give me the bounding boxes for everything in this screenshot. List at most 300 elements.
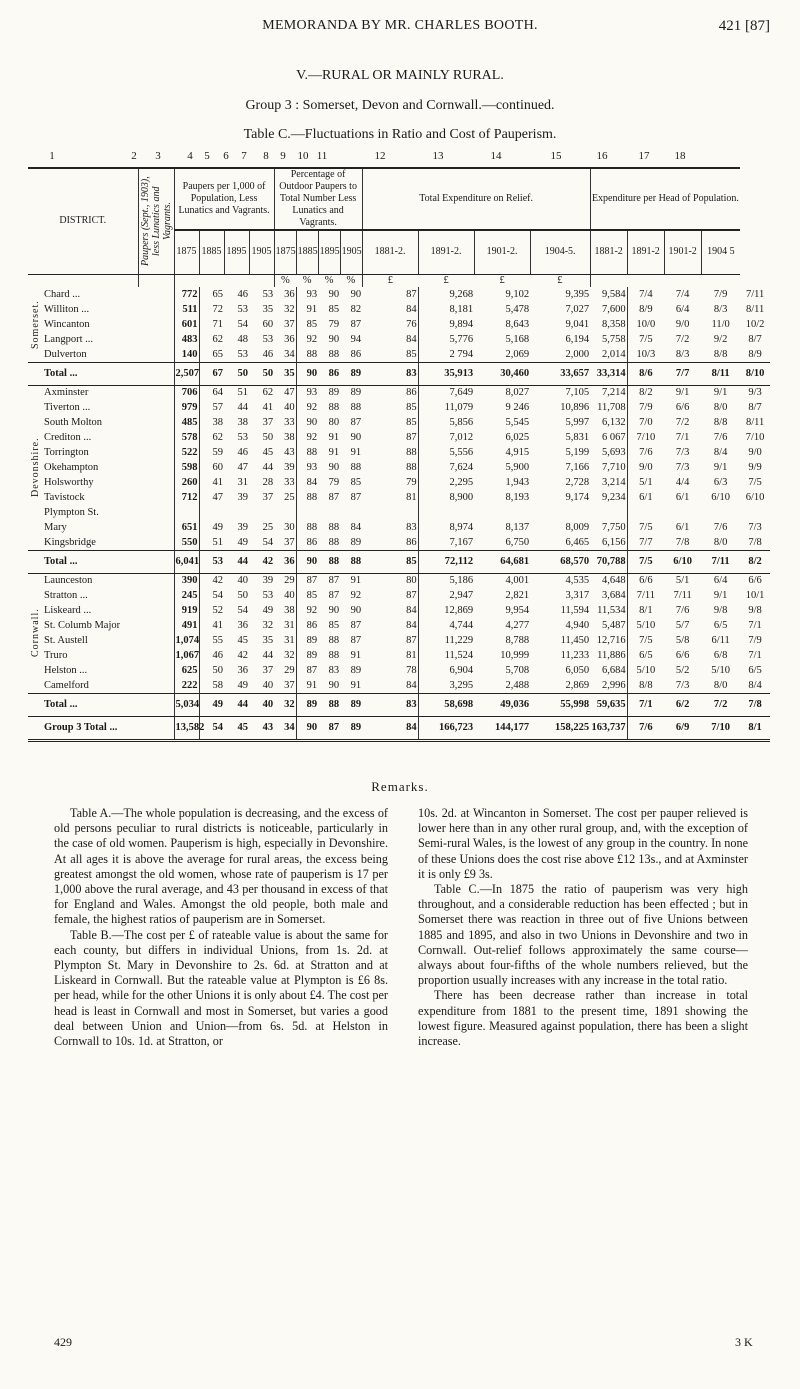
cell: 32 — [284, 650, 295, 661]
cell: 90 — [296, 550, 318, 573]
cell: 7/9 — [748, 635, 762, 646]
cell: 88 — [350, 462, 362, 473]
cell: 6/6 — [675, 650, 690, 661]
county-label: Somerset. — [30, 300, 41, 349]
cell: 87 — [296, 573, 318, 588]
cell: 83 — [328, 665, 340, 676]
cell: 91 — [328, 447, 340, 458]
cell: 7,710 — [602, 462, 626, 473]
cell: 39 — [237, 522, 249, 533]
cell: 78 — [406, 665, 417, 676]
cell: 8/3 — [675, 348, 690, 360]
district-name: Dulverton — [44, 348, 87, 360]
cell: 6/5 — [713, 620, 728, 631]
county-label: Devonshire. — [30, 437, 41, 498]
cell: 11,594 — [560, 605, 590, 616]
cell: 5,776 — [418, 332, 474, 347]
cell: 2,947 — [418, 588, 474, 603]
cell: 5/8 — [675, 635, 690, 646]
cell: 9/1 — [713, 590, 728, 601]
cell: 7/3 — [675, 447, 690, 458]
cell: 7/11 — [701, 550, 740, 573]
cell: 58 — [199, 678, 224, 693]
cell: 598 — [174, 460, 199, 475]
cell: 7/10 — [701, 716, 740, 740]
cell: 6/3 — [713, 477, 728, 488]
unit-cell: £ — [362, 274, 418, 287]
cell: 6/11 — [711, 635, 730, 646]
cell: 81 — [406, 492, 417, 503]
total-row — [28, 362, 770, 385]
district-name: Okehampton — [44, 462, 99, 473]
cell: 9,174 — [565, 492, 590, 503]
cell: 9/0 — [675, 319, 690, 330]
cell: 92 — [296, 603, 318, 618]
district-name: St. Columb Major — [44, 620, 121, 631]
cell: 9/3 — [748, 387, 762, 399]
district-name: Plympton St. — [44, 507, 99, 518]
cell: 6/2 — [664, 693, 701, 716]
cell: 41 — [262, 402, 274, 413]
cell: 85 — [296, 317, 318, 332]
cell: 89 — [350, 387, 362, 399]
cell: 5,856 — [418, 415, 474, 430]
cell — [340, 505, 362, 520]
total-row — [28, 716, 770, 740]
cell: 7/10 — [745, 432, 765, 443]
district-name: Axminster — [44, 387, 89, 399]
table-row — [28, 287, 770, 302]
cell: 54 — [237, 605, 249, 616]
cell: 88 — [318, 550, 340, 573]
cell: 88 — [296, 520, 318, 535]
cell: 90 — [350, 432, 362, 443]
cell: 9,234 — [602, 492, 626, 503]
column-number: 15 — [550, 150, 562, 162]
cell: 88 — [318, 693, 340, 716]
cell: 9/8 — [713, 605, 728, 616]
cell: 31 — [284, 635, 295, 646]
cell: 2,295 — [418, 475, 474, 490]
unit-cell: £ — [499, 275, 505, 287]
cell: 88 — [328, 402, 340, 413]
cell: 8/4 — [748, 679, 762, 691]
cell: 10/2 — [745, 319, 765, 330]
cell: 8/3 — [713, 304, 728, 315]
cell: 87 — [328, 590, 340, 601]
cell: 84 — [362, 716, 418, 740]
cell: 6/6 — [748, 575, 762, 587]
column-number: 3 — [155, 150, 161, 162]
cell: 1,067 — [175, 650, 200, 661]
cell: 40 — [284, 590, 295, 601]
district-name: Liskeard ... — [44, 605, 92, 616]
cell: 93 — [296, 460, 318, 475]
cell: 79 — [328, 319, 340, 330]
cell: 91 — [296, 302, 318, 317]
table-row — [28, 505, 770, 520]
cell: 6/5 — [627, 648, 664, 663]
cell: 25 — [284, 492, 295, 503]
cell: 8,358 — [602, 319, 626, 330]
cell: 5,831 — [565, 432, 590, 443]
section-title: V.—RURAL OR MAINLY RURAL. — [296, 68, 504, 83]
cell: 91 — [350, 679, 362, 691]
cell: 11,534 — [597, 605, 626, 616]
cell: 6/4 — [675, 304, 690, 315]
cell: 222 — [174, 678, 199, 693]
cell: 54 — [199, 716, 224, 740]
cell: 87 — [350, 635, 362, 646]
cell: 47 — [199, 490, 224, 505]
column-number: 2 — [131, 150, 137, 162]
year-heading: 1901-2 — [664, 230, 701, 274]
cell: 91 — [296, 678, 318, 693]
cell: 10/3 — [627, 347, 664, 362]
cell: 7/2 — [675, 417, 690, 428]
cell: 7,027 — [565, 304, 590, 315]
cell: 8,643 — [505, 319, 530, 330]
unit-cell — [224, 274, 249, 287]
cell: 88 — [328, 348, 340, 360]
cell: 7/7 — [664, 362, 701, 385]
cell: 9,041 — [565, 319, 590, 330]
district-name: Group 3 Total ... — [40, 716, 174, 740]
cell: 83 — [406, 522, 417, 533]
cell: 82 — [350, 304, 362, 315]
cell: 8/9 — [627, 302, 664, 317]
cell: 79 — [406, 477, 417, 488]
cell: 8,009 — [565, 522, 590, 533]
cell — [740, 505, 770, 520]
cell: 85 — [406, 417, 417, 428]
cell: 34 — [274, 716, 296, 740]
cell: 578 — [174, 430, 199, 445]
cell — [249, 505, 274, 520]
cell: 9,102 — [505, 289, 530, 300]
table-row — [28, 573, 770, 588]
cell: 166,723 — [418, 716, 474, 740]
cell: 6/10 — [745, 492, 765, 503]
cell: 89 — [340, 693, 362, 716]
cell: 4,535 — [565, 575, 590, 587]
unit-cell: £ — [557, 275, 563, 287]
cell: 39 — [284, 462, 295, 473]
cell: 2,996 — [602, 679, 626, 691]
cell: 88 — [350, 402, 362, 413]
cell: 53 — [237, 304, 249, 315]
cell: 7/1 — [748, 620, 762, 631]
table-row — [28, 678, 770, 693]
cell: 8/11 — [745, 304, 765, 315]
cell: 37 — [284, 536, 295, 548]
cell: 36 — [284, 334, 295, 345]
cell: 7,649 — [418, 385, 474, 400]
cell: 90 — [296, 362, 318, 385]
cell: 9/1 — [713, 387, 728, 399]
cell: 485 — [174, 415, 199, 430]
cell: 86 — [406, 387, 417, 399]
cell: 9/1 — [713, 462, 728, 473]
cell: 46 — [237, 289, 249, 300]
cell: 7/11 — [745, 289, 765, 300]
cell: 88 — [406, 447, 417, 458]
total-exp-heading: Total Expenditure on Relief. — [362, 168, 590, 230]
cell: 88 — [340, 550, 362, 573]
cell: 88 — [328, 522, 340, 533]
cell: 2,821 — [505, 590, 530, 601]
table-row — [28, 618, 770, 633]
cell: 12,869 — [418, 603, 474, 618]
cell: 72 — [199, 302, 224, 317]
cell: 90 — [350, 605, 362, 616]
district-name: Torrington — [44, 447, 89, 458]
cell: 34 — [284, 348, 295, 360]
cell: 88 — [328, 536, 340, 548]
district-name: Camelford — [44, 679, 89, 691]
unit-cell — [664, 274, 701, 287]
cell: 2,507 — [174, 362, 199, 385]
cell: 90 — [328, 289, 340, 300]
cell: 9/0 — [627, 460, 664, 475]
cell: 87 — [406, 590, 417, 601]
cell — [474, 505, 530, 520]
county-gutter — [28, 693, 40, 716]
cell: 5,168 — [505, 334, 530, 345]
cell: 491 — [174, 618, 199, 633]
cell: 8/0 — [713, 536, 728, 548]
cell: 8/9 — [748, 348, 762, 360]
cell: 53 — [262, 590, 274, 601]
cell: 87 — [328, 575, 340, 587]
cell: 601 — [174, 317, 199, 332]
cell: 93 — [296, 287, 318, 302]
column-number: 10 — [297, 150, 309, 162]
cell: 39 — [237, 492, 249, 503]
unit-cell: £ — [443, 275, 449, 287]
cell: 6,750 — [505, 536, 530, 548]
district-name: Total ... — [40, 550, 174, 573]
table-row — [28, 430, 770, 445]
year-heading: 1905 — [340, 230, 362, 274]
cell — [701, 505, 740, 520]
cell: 45 — [262, 447, 274, 458]
table-row — [28, 535, 770, 550]
cell: 7/9 — [627, 400, 664, 415]
cell: 32 — [262, 620, 274, 631]
cell: 36 — [274, 550, 296, 573]
cell: 10/0 — [627, 317, 664, 332]
cell: 46 — [199, 648, 224, 663]
unit-cell — [138, 274, 174, 287]
cell: 6,194 — [565, 334, 590, 345]
remarks-paragraph: Table B.—The cost per £ of rateable value is about the same for each county, but differs in individual Unions, from 1s. 2d. at Plympton St. Mary in Devonshire to 2s. 6d. at Stratton and at Liskeard in Cornwall. But the rateable value at Plympton is £6 8s. per head, while for the other Unions it is only about £4. The cost per head is least in Cornwall and most in Somerset, but varies a good deal between Union and Union—from 6s. 5d. at Helston in Cornwall to 10s. 1d. at Stratton, or — [54, 927, 388, 1049]
column-number: 8 — [263, 150, 269, 162]
cell: 86 — [406, 536, 417, 548]
cell: 90 — [296, 415, 318, 430]
cell: 84 — [406, 605, 417, 616]
cell: 6/1 — [627, 490, 664, 505]
cell: 37 — [284, 319, 295, 330]
district-name: Chard ... — [44, 289, 81, 300]
cell: 7/8 — [675, 536, 690, 548]
cell: 8,193 — [505, 492, 530, 503]
cell: 80 — [406, 575, 417, 587]
unit-cell — [199, 274, 224, 287]
year-heading: 1901-2. — [474, 230, 530, 274]
column-number: 7 — [241, 150, 247, 162]
cell: 4,744 — [418, 618, 474, 633]
cell: 4,940 — [565, 620, 590, 631]
year-heading: 1891-2. — [418, 230, 474, 274]
cell: 60 — [199, 460, 224, 475]
cell: 65 — [199, 347, 224, 362]
cell: 11,886 — [597, 650, 626, 661]
cell: 87 — [350, 319, 362, 330]
cell: 38 — [199, 415, 224, 430]
column-number: 9 — [280, 150, 286, 162]
cell: 6 067 — [602, 432, 626, 443]
cell: 36 — [284, 289, 295, 300]
column-number: 18 — [674, 150, 686, 162]
unit-cell — [590, 274, 627, 287]
cell: 50 — [237, 590, 249, 601]
cell: 55,998 — [530, 693, 590, 716]
cell — [318, 505, 340, 520]
cell: 9,268 — [418, 287, 474, 302]
group-title: Group 3 : Somerset, Devon and Cornwall.—continued. — [245, 98, 555, 113]
cell: 8/6 — [627, 362, 664, 385]
unit-cell: % — [324, 275, 334, 287]
unit-cell — [627, 274, 664, 287]
cell: 37 — [262, 665, 274, 676]
cell: 6/9 — [664, 716, 701, 740]
paupers-heading: Paupers (Sept., 1903), less Lunatics and Vagrants. — [138, 168, 174, 274]
cell: 87 — [406, 635, 417, 646]
county-gutter — [28, 716, 40, 740]
cell: 9/2 — [713, 334, 728, 345]
cell: 5,556 — [418, 445, 474, 460]
cell: 550 — [174, 535, 199, 550]
cell: 9/0 — [748, 447, 762, 458]
cell: 10,896 — [560, 402, 590, 413]
cell: 60 — [262, 319, 274, 330]
cell: 260 — [174, 475, 199, 490]
cell: 86 — [318, 362, 340, 385]
cell: 7/10 — [627, 430, 664, 445]
cell: 89 — [328, 387, 340, 399]
cell — [174, 505, 199, 520]
cell: 8/1 — [740, 716, 770, 740]
cell: 53 — [237, 348, 249, 360]
cell: 67 — [199, 362, 224, 385]
cell: 11,079 — [418, 400, 474, 415]
cell: 49 — [237, 679, 249, 691]
table-row — [28, 520, 770, 535]
cell: 87 — [406, 289, 417, 300]
cell: 87 — [328, 492, 340, 503]
cell: 89 — [350, 536, 362, 548]
year-heading: 1885 — [296, 230, 318, 274]
cell: 5,545 — [505, 417, 530, 428]
cell: 84 — [406, 334, 417, 345]
cell: 6/8 — [713, 650, 728, 661]
cell: 50 — [224, 362, 249, 385]
column-number: 13 — [432, 150, 444, 162]
cell: 1,074 — [175, 635, 200, 646]
cell: 29 — [284, 575, 295, 587]
cell: 89 — [296, 648, 318, 663]
cell: 33 — [284, 477, 295, 488]
cell — [664, 505, 701, 520]
cell: 36 — [237, 665, 249, 676]
cell: 48 — [237, 334, 249, 345]
cell: 54 — [262, 536, 274, 548]
cell: 7/3 — [675, 462, 690, 473]
cell: 79 — [328, 477, 340, 488]
cell: 90 — [328, 334, 340, 345]
table-row — [28, 385, 770, 400]
cell: 87 — [406, 432, 417, 443]
column-number: 17 — [638, 150, 650, 162]
cell: 89 — [340, 716, 362, 740]
county-gutter — [28, 550, 40, 573]
cell: 42 — [249, 550, 274, 573]
cell: 919 — [174, 603, 199, 618]
cell: 7/11 — [673, 590, 692, 601]
cell: 88 — [328, 635, 340, 646]
cell: 1,943 — [505, 477, 530, 488]
cell: 483 — [174, 332, 199, 347]
year-heading: 1891-2 — [627, 230, 664, 274]
cell: 87 — [350, 620, 362, 631]
cell: 7/4 — [627, 287, 664, 302]
cell: 62 — [199, 430, 224, 445]
cell: 7/1 — [627, 693, 664, 716]
cell: 625 — [174, 663, 199, 678]
cell: 37 — [262, 417, 274, 428]
cell — [418, 505, 474, 520]
cell: 3,295 — [418, 678, 474, 693]
cell: 2,069 — [505, 348, 530, 360]
unit-cell — [28, 274, 138, 287]
cell: 80 — [328, 417, 340, 428]
table-row — [28, 332, 770, 347]
column-number: 12 — [374, 150, 386, 162]
table-row — [28, 633, 770, 648]
district-heading: DISTRICT. — [28, 168, 138, 274]
cell: 85 — [328, 304, 340, 315]
cell: 7/11 — [627, 588, 664, 603]
cell: 93 — [296, 385, 318, 400]
cell: 7/1 — [675, 432, 690, 443]
cell: 37 — [262, 492, 274, 503]
cell: 2,488 — [505, 679, 530, 691]
cell: 40 — [284, 402, 295, 413]
cell: 92 — [350, 590, 362, 601]
running-title: MEMORANDA BY MR. CHARLES BOOTH. — [262, 18, 538, 33]
cell: 7,167 — [418, 535, 474, 550]
cell: 89 — [296, 693, 318, 716]
cell: 38 — [284, 432, 295, 443]
cell: 90 — [296, 716, 318, 740]
cell: 44 — [237, 402, 249, 413]
cell: 6,904 — [418, 663, 474, 678]
cell: 6,041 — [174, 550, 199, 573]
year-heading: 1895 — [318, 230, 340, 274]
table-row — [28, 415, 770, 430]
cell: 5,186 — [418, 573, 474, 588]
